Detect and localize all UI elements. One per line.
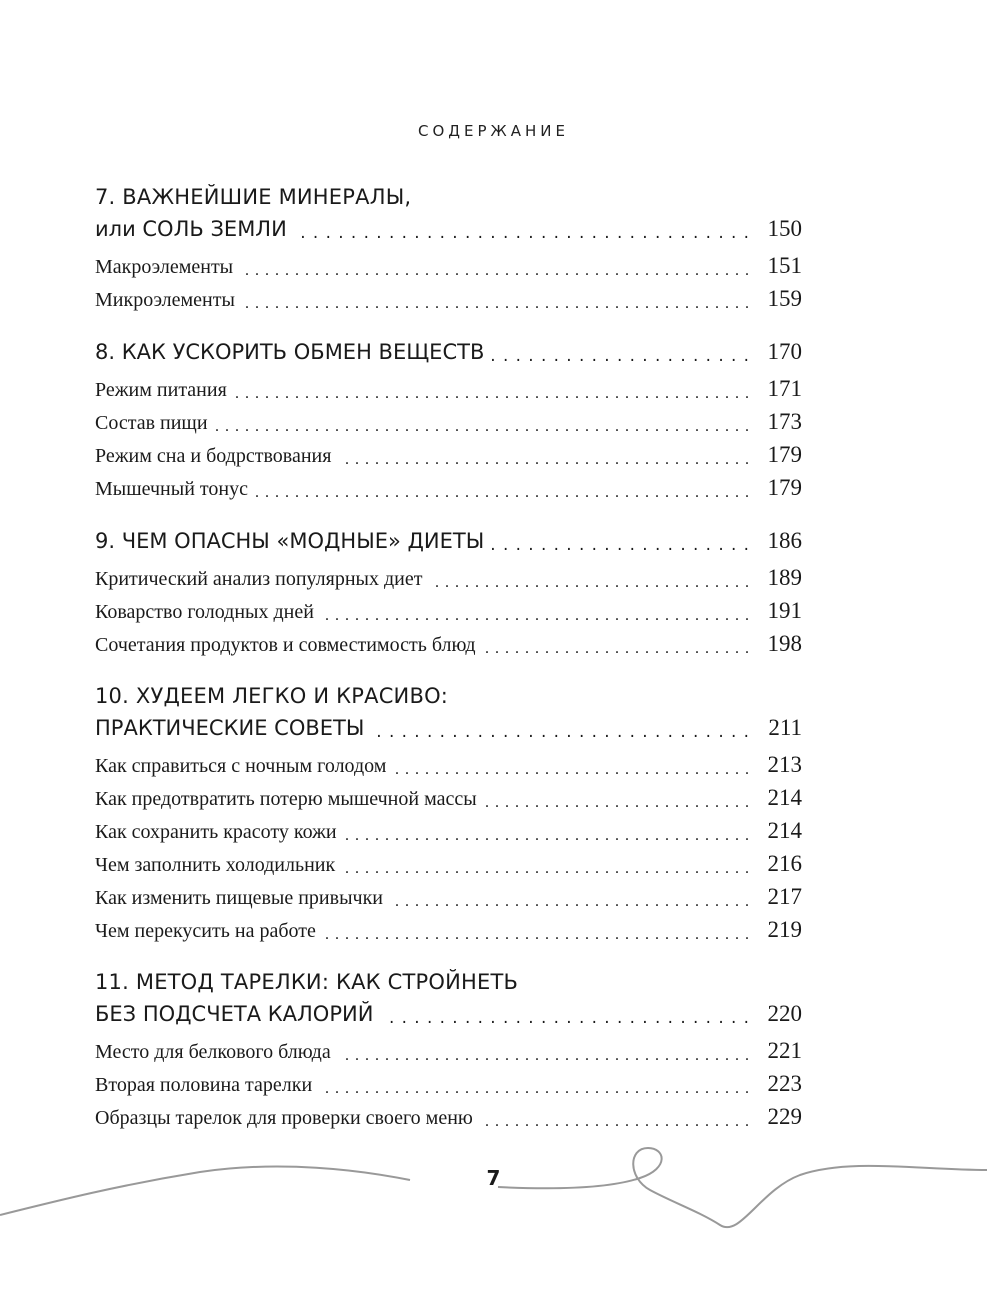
section-page-number: 159: [767, 286, 802, 311]
chapter-page-number: 150: [767, 216, 802, 241]
dot-leader: [243, 288, 750, 308]
section-title: Коварство голодных дней: [95, 601, 314, 623]
chapter-title-line: 11. МЕТОД ТАРЕЛКИ: КАК СТРОЙНЕТЬ: [95, 970, 519, 994]
section-page-number: 213: [767, 752, 802, 777]
dot-leader: [481, 1106, 750, 1126]
chapter-entry: [95, 967, 802, 1134]
table-of-contents: [95, 182, 802, 1154]
dot-leader: [256, 477, 750, 497]
section-page-number: 189: [767, 565, 802, 590]
chapter-title: 8. КАК УСКОРИТЬ ОБМЕН ВЕЩЕСТВ: [95, 340, 485, 364]
section-title: Чем перекусить на работе: [95, 920, 316, 942]
section-row[interactable]: [95, 628, 802, 661]
dot-leader: [394, 754, 750, 774]
section-title: Сочетания продуктов и совместимость блюд: [95, 634, 476, 656]
section-row[interactable]: [95, 881, 802, 914]
chapter-entry: [95, 525, 802, 661]
dot-leader: [484, 633, 750, 653]
section-page-number: 229: [767, 1104, 802, 1129]
page-heading: СОДЕРЖАНИЕ: [418, 122, 569, 140]
chapter-page-number: 170: [767, 339, 802, 364]
section-row[interactable]: [95, 439, 802, 472]
dot-leader: [235, 378, 750, 398]
dot-leader: [492, 529, 750, 550]
page-number: 7: [486, 1166, 501, 1190]
section-title: Режим питания: [95, 379, 227, 401]
dot-leader: [391, 886, 750, 906]
chapter-title-line: 10. ХУДЕЕМ ЛЕГКО И КРАСИВО:: [95, 684, 449, 708]
section-row[interactable]: [95, 848, 802, 881]
chapter-row[interactable]: [95, 213, 802, 245]
dot-leader: [372, 716, 750, 737]
dot-leader: [345, 820, 750, 840]
chapter-row[interactable]: [95, 525, 802, 557]
section-page-number: 179: [767, 442, 802, 467]
chapter-title-line: 7. ВАЖНЕЙШИЕ МИНЕРАЛЫ,: [95, 185, 412, 209]
section-page-number: 221: [767, 1038, 802, 1063]
chapter-row[interactable]: [95, 998, 802, 1030]
section-title: Макроэлементы: [95, 256, 234, 278]
chapter-title: или СОЛЬ ЗЕМЛИ: [95, 217, 287, 241]
chapter-entry: [95, 182, 802, 316]
section-page-number: 173: [767, 409, 802, 434]
section-title: Микроэлементы: [95, 289, 235, 311]
chapter-title: БЕЗ ПОДСЧЕТА КАЛОРИЙ: [95, 1002, 374, 1026]
section-row[interactable]: [95, 1068, 802, 1101]
chapter-page-number: 220: [767, 1001, 802, 1026]
dot-leader: [430, 567, 750, 587]
chapter-title: ПРАКТИЧЕСКИЕ СОВЕТЫ: [95, 716, 365, 740]
section-page-number: 191: [767, 598, 802, 623]
section-page-number: 151: [767, 253, 802, 278]
dot-leader: [343, 853, 750, 873]
dot-leader: [216, 411, 750, 431]
dot-leader: [381, 1002, 750, 1023]
section-row[interactable]: [95, 250, 802, 283]
section-title: Образцы тарелок для проверки своего меню: [95, 1107, 473, 1129]
section-title: Вторая половина тарелки: [95, 1074, 313, 1096]
chapter-row[interactable]: [95, 712, 802, 744]
section-page-number: 216: [767, 851, 802, 876]
section-title: Как справиться с ночным голодом: [95, 755, 387, 777]
section-row[interactable]: [95, 562, 802, 595]
section-row[interactable]: [95, 782, 802, 815]
section-title: Как изменить пищевые привычки: [95, 887, 383, 909]
section-title: Режим сна и бодрствования: [95, 445, 332, 467]
section-row[interactable]: [95, 815, 802, 848]
dot-leader: [322, 600, 750, 620]
chapter-row[interactable]: [95, 336, 802, 368]
dot-leader: [492, 340, 750, 361]
section-page-number: 179: [767, 475, 802, 500]
section-row[interactable]: [95, 472, 802, 505]
section-page-number: 214: [767, 818, 802, 843]
chapter-title: 9. ЧЕМ ОПАСНЫ «МОДНЫЕ» ДИЕТЫ: [95, 529, 485, 553]
section-title: Место для белкового блюда: [95, 1041, 331, 1063]
dot-leader: [324, 919, 750, 939]
section-row[interactable]: [95, 283, 802, 316]
section-page-number: 223: [767, 1071, 802, 1096]
section-page-number: 171: [767, 376, 802, 401]
section-title: Критический анализ популярных диет: [95, 568, 423, 590]
section-row[interactable]: [95, 749, 802, 782]
section-row[interactable]: [95, 406, 802, 439]
dot-leader: [241, 255, 750, 275]
section-row[interactable]: [95, 373, 802, 406]
section-title: Состав пищи: [95, 412, 208, 434]
section-title: Как предотвратить потерю мышечной массы: [95, 788, 477, 810]
section-page-number: 217: [767, 884, 802, 909]
chapter-page-number: 186: [767, 528, 802, 553]
section-title: Чем заполнить холодильник: [95, 854, 336, 876]
dot-leader: [485, 787, 750, 807]
section-row[interactable]: [95, 914, 802, 947]
dot-leader: [295, 217, 750, 238]
dot-leader: [320, 1073, 750, 1093]
section-row[interactable]: [95, 595, 802, 628]
chapter-page-number: 211: [768, 715, 802, 740]
chapter-entry: [95, 681, 802, 947]
dot-leader: [339, 444, 750, 464]
chapter-entry: [95, 336, 802, 505]
section-page-number: 214: [767, 785, 802, 810]
dot-leader: [339, 1040, 750, 1060]
section-title: Мышечный тонус: [95, 478, 248, 500]
section-row[interactable]: [95, 1035, 802, 1068]
section-page-number: 219: [767, 917, 802, 942]
section-title: Как сохранить красоту кожи: [95, 821, 337, 843]
section-page-number: 198: [767, 631, 802, 656]
